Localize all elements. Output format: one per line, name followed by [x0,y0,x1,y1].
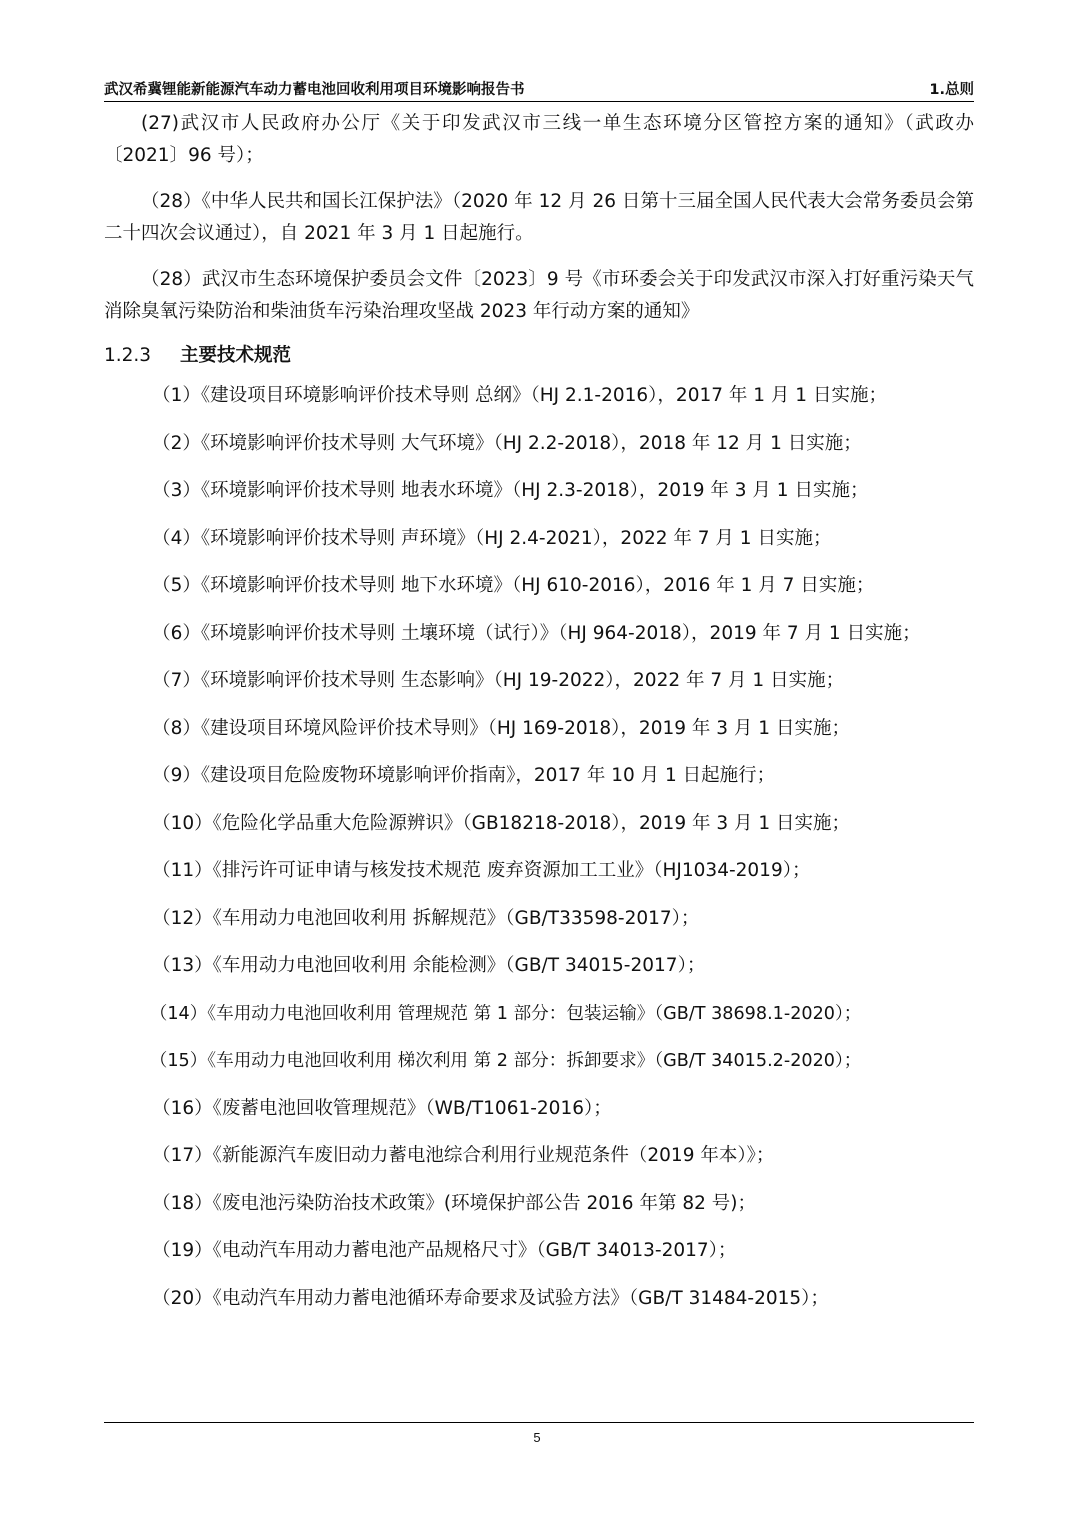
list-item: （4）《环境影响评价技术导则 声环境》（HJ 2.4-2021），2022 年 7 月 1 日实施； [152,527,832,549]
list-item: （15）《车用动力电池回收利用 梯次利用 第 2 部分：拆卸要求》（GB/T 34015.2-2020）； [149,1051,862,1071]
section-heading [104,340,974,372]
document-title: 武汉希冀锂能新能源汽车动力蓄电池回收利用项目环境影响报告书 [104,82,525,98]
list-item: （20）《电动汽车用动力蓄电池循环寿命要求及试验方法》（GB/T 31484-2015）； [152,1287,829,1309]
list-item: （11）《排污许可证申请与核发技术规范 废弃资源加工工业》（HJ1034-2019）； [152,860,811,881]
list-item: （6）《环境影响评价技术导则 土壤环境（试行）》（HJ 964-2018），2019 年 7 月 1 日实施； [152,622,921,644]
section-title: 主要技术规范 [180,345,292,366]
list-item: （19）《电动汽车用动力蓄电池产品规格尺寸》（GB/T 34013-2017）； [152,1240,737,1261]
list-item: （12）《车用动力电池回收利用 拆解规范》（GB/T33598-2017）； [152,907,700,929]
header-rule [104,101,974,102]
page-number: 5 [533,1430,541,1445]
list-item: （7）《环境影响评价技术导则 生态影响》（HJ 19-2022），2022 年 7 月 1 日实施； [152,670,845,691]
list-item: （8）《建设项目环境风险评价技术导则》（HJ 169-2018），2019 年 3 月 1 日实施； [152,717,850,739]
standards-list [104,380,974,1315]
chapter-label: 1.总则 [929,82,974,98]
paragraph: （28）《中华人民共和国长江保护法》（2020 年 12 月 26 日第十三届全国人民代表大会常务委员会第二十四次会议通过），自 2021 年 3 月 1 日起施行。 [104,191,974,244]
paragraph: (27)武汉市人民政府办公厅《关于印发武汉市三线一单生态环境分区管控方案的通知》（武政办〔2021〕96 号）； [104,113,974,166]
paragraph: （28）武汉市生态环境保护委员会文件〔2023〕9 号《市环委会关于印发武汉市深入打好重污染天气消除臭氧污染防治和柴油货车污染治理攻坚战 2023 年行动方案的通知》 [104,269,974,322]
page-header [104,78,974,100]
section-number: 1.2.3 [104,345,152,366]
list-item: （13）《车用动力电池回收利用 余能检测》（GB/T 34015-2017）； [152,955,706,976]
list-item: （3）《环境影响评价技术导则 地表水环境》（HJ 2.3-2018），2019 年 3 月 1 日实施； [152,480,869,501]
list-item: （5）《环境影响评价技术导则 地下水环境》（HJ 610-2016），2016 年 1 月 7 日实施； [152,575,875,596]
footer-rule [104,1422,974,1423]
list-item: （16）《废蓄电池回收管理规范》（WB/T1061-2016）； [152,1097,612,1119]
list-item: （2）《环境影响评价技术导则 大气环境》（HJ 2.2-2018），2018 年 12 月 1 日实施； [152,432,862,454]
list-item: （10）《危险化学品重大危险源辨识》（GB18218-2018），2019 年 3 月 1 日实施； [152,812,851,834]
list-item: （14）《车用动力电池回收利用 管理规范 第 1 部分：包装运输》（GB/T 38698.1-2020）； [149,1003,862,1024]
list-item: （17）《新能源汽车废旧动力蓄电池综合利用行业规范条件（2019 年本）》； [152,1145,775,1166]
page-body [104,108,974,1315]
list-item: （1）《建设项目环境影响评价技术导则 总纲》（HJ 2.1-2016），2017 年 1 月 1 日实施； [152,385,887,406]
list-item: （9）《建设项目危险废物环境影响评价指南》，2017 年 10 月 1 日起施行； [152,765,776,786]
list-item: （18）《废电池污染防治技术政策》(环境保护部公告 2016 年第 82 号)； [152,1192,756,1214]
